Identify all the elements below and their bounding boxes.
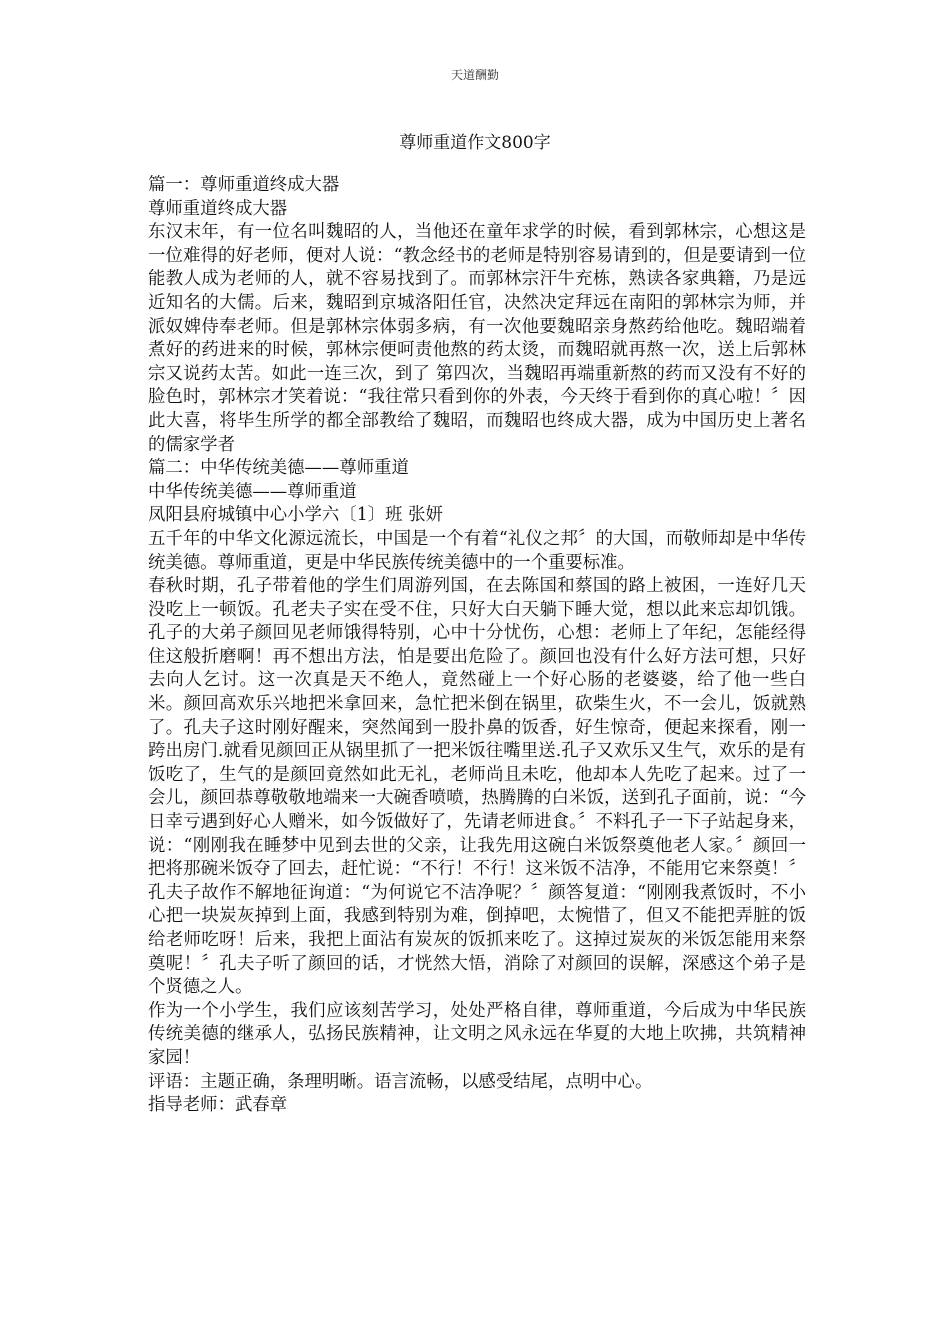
body-paragraph: 作为一个小学生，我们应该刻苦学习，处处严格自律，尊师重道，今后成为中华民族传统美德的继承人，弘扬民族精神，让文明之风永远在华夏的大地上吹拂，共筑精神家园！ <box>148 1000 806 1068</box>
body-paragraph: 五千年的中华文化源远流长，中国是一个有着“礼仪之邦〞的大国，而敬师却是中华传统美德。尊师重道，更是中华民族传统美德中的一个重要标准。 <box>148 528 806 573</box>
body-paragraph: 东汉末年，有一位名叫魏昭的人，当他还在童年求学的时候，看到郭林宗，心想这是一位难得的好老师，便对人说：“教念经书的老师是特别容易请到的，但是要请到一位能教人成为老师的人，就不容易找到了。而郭林宗汗牛充栋，熟读各家典籍，乃是远近知名的大儒。后来，魏昭到京城洛阳任官，决然决定拜远在南阳的郭林宗为师，并派奴婢侍奉老师。但是郭林宗体弱多病，有一次他要魏昭亲身熬药给他吃。魏昭端着煮好的药进来的时候，郭林宗便呵责他熬的药太烫，而魏昭就再熬一次，送上后郭林宗又说药太苦。如此一连三次，到了 第四次，当魏昭再端重新熬的药而又没有不好的脸色时，郭林宗才笑着说：“我往常只看到你的外表，今天终于看到你的真心啦！〞因此大喜，将毕生所学的都全部教给了魏昭，而魏昭也终成大器，成为中国历史上著名的儒家学者 <box>148 222 806 455</box>
comment-line: 评语：主题正确，条理明晰。语言流畅，以感受结尾，点明中心。 <box>148 1071 653 1092</box>
document-body <box>148 174 806 1118</box>
body-paragraph: 春秋时期，孔子带着他的学生们周游列国，在去陈国和蔡国的路上被困，一连好几天没吃上一顿饭。孔老夫子实在受不住，只好大白天躺下睡大觉，想以此来忘却饥饿。孔子的大弟子颜回见老师饿得特别，心中十分忧伤，心想：老师上了年纪，怎能经得住这般折磨啊！再不想出方法，怕是要出危险了。颜回也没有什么好方法可想，只好去向人乞讨。这一次真是天不绝人，竟然碰上一个好心肠的老婆婆，给了他一些白米。颜回高欢乐兴地把米拿回来，急忙把米倒在锅里，砍柴生火，不一会儿，饭就熟了。孔夫子这时刚好醒来，突然闻到一股扑鼻的饭香，好生惊奇，便起来探看，刚一跨出房门.就看见颜回正从锅里抓了一把米饭往嘴里送.孔子又欢乐又生气，欢乐的是有饭吃了，生气的是颜回竟然如此无礼，老师尚且未吃，他却本人先吃了起来。过了一会儿，颜回恭尊敬敬地端来一大碗香喷喷，热腾腾的白米饭，送到孔子面前，说：“今日幸亏遇到好心人赠米，如今饭做好了，先请老师进食。〞不料孔子一下子站起身来，说：“刚刚我在睡梦中见到去世的父亲，让我先用这碗白米饭祭奠他老人家。〞颜回一把将那碗米饭夺了回去，赶忙说：“不行！不行！这米饭不洁净，不能用它来祭奠！〞孔夫子故作不解地征询道：“为何说它不洁净呢？〞颜答复道：“刚刚我煮饭时，不小心把一块炭灰掉到上面，我感到特别为难，倒掉吧，太惋惜了，但又不能把弄脏的饭给老师吃呀！后来，我把上面沾有炭灰的饭抓来吃了。这掉过炭灰的米饭怎能用来祭奠呢！〞孔夫子听了颜回的话，才恍然大悟，消除了对颜回的误解，深感这个弟子是个贤德之人。 <box>148 576 806 998</box>
document-title: 尊师重道作文800字 <box>399 133 551 153</box>
section-heading: 篇一：尊师重道终成大器 <box>148 175 340 195</box>
teacher-line: 指导老师：武春章 <box>148 1095 288 1116</box>
author-line: 凤阳县府城镇中心小学六〔1〕班 张妍 <box>148 505 443 526</box>
page-header: 天道酬勤 <box>450 68 499 82</box>
section-heading: 篇二：中华传统美德——尊师重道 <box>148 458 409 479</box>
article-title: 尊师重道终成大器 <box>148 198 288 219</box>
article-title: 中华传统美德——尊师重道 <box>148 481 357 502</box>
